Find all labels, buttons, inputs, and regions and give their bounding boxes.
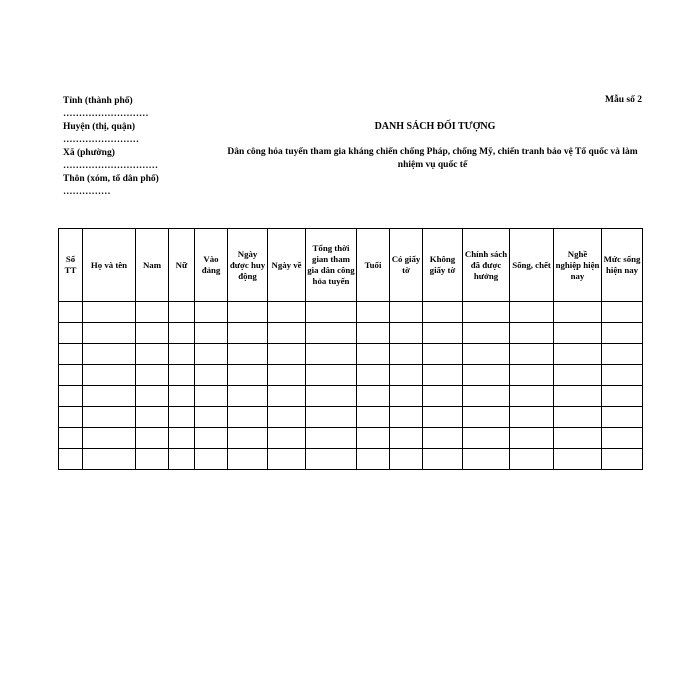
commune-label: Xã (phường) [63, 148, 115, 158]
table-cell[interactable] [554, 365, 602, 386]
table-cell[interactable] [306, 428, 357, 449]
table-cell[interactable] [423, 323, 463, 344]
table-cell[interactable] [357, 365, 390, 386]
table-cell[interactable] [602, 386, 643, 407]
table-cell[interactable] [228, 407, 268, 428]
table-cell[interactable] [390, 323, 423, 344]
table-cell[interactable] [228, 344, 268, 365]
table-cell[interactable] [228, 365, 268, 386]
table-cell[interactable] [195, 323, 228, 344]
table-cell[interactable] [169, 386, 195, 407]
table-cell[interactable] [195, 365, 228, 386]
col-header-occupation: Nghề nghiệp hiện nay [554, 229, 602, 302]
table-cell[interactable] [390, 428, 423, 449]
table-cell[interactable] [463, 386, 510, 407]
table-cell[interactable] [423, 302, 463, 323]
table-cell[interactable] [59, 365, 83, 386]
table-cell[interactable] [169, 449, 195, 470]
table-cell[interactable] [390, 365, 423, 386]
table-cell[interactable] [390, 386, 423, 407]
col-header-living-standard: Mức sống hiện nay [602, 229, 643, 302]
beneficiary-table [58, 228, 643, 470]
table-cell[interactable] [136, 365, 169, 386]
table-cell[interactable] [554, 302, 602, 323]
table-cell[interactable] [554, 407, 602, 428]
table-cell[interactable] [602, 302, 643, 323]
col-header-name: Họ và tên [83, 229, 136, 302]
table-cell[interactable] [169, 407, 195, 428]
table-cell[interactable] [357, 323, 390, 344]
table-cell[interactable] [423, 344, 463, 365]
table-cell[interactable] [463, 344, 510, 365]
table-cell[interactable] [228, 302, 268, 323]
table-cell[interactable] [268, 365, 306, 386]
table-cell[interactable] [268, 407, 306, 428]
table-cell[interactable] [195, 449, 228, 470]
table-cell[interactable] [195, 407, 228, 428]
table-cell[interactable] [268, 344, 306, 365]
col-header-party: Vào đảng [195, 229, 228, 302]
table-cell[interactable] [602, 449, 643, 470]
table-cell[interactable] [390, 302, 423, 323]
commune-blank: ………………………… [63, 161, 158, 171]
table-cell[interactable] [510, 365, 554, 386]
village-label: Thôn (xóm, tổ dân phố) [63, 174, 159, 184]
table-cell[interactable] [554, 428, 602, 449]
table-cell[interactable] [390, 449, 423, 470]
col-header-alive-dead: Sống, chết [510, 229, 554, 302]
table-cell[interactable] [306, 449, 357, 470]
province-label: Tỉnh (thành phố) [63, 96, 133, 106]
table-cell[interactable] [195, 428, 228, 449]
table-cell[interactable] [357, 386, 390, 407]
table-cell[interactable] [357, 302, 390, 323]
table-cell[interactable] [602, 428, 643, 449]
col-header-policy: Chính sách đã được hưởng [463, 229, 510, 302]
table-cell[interactable] [136, 323, 169, 344]
table-cell[interactable] [554, 323, 602, 344]
table-cell[interactable] [510, 407, 554, 428]
table-cell[interactable] [268, 302, 306, 323]
table-cell[interactable] [390, 344, 423, 365]
table-cell[interactable] [306, 323, 357, 344]
table-cell[interactable] [602, 323, 643, 344]
table-cell[interactable] [510, 323, 554, 344]
district-blank: …………………… [63, 135, 139, 145]
table-cell[interactable] [602, 344, 643, 365]
table-cell[interactable] [423, 386, 463, 407]
col-header-age: Tuổi [357, 229, 390, 302]
table-cell[interactable] [228, 386, 268, 407]
table-row [59, 365, 643, 386]
table-cell[interactable] [463, 449, 510, 470]
col-header-male: Nam [136, 229, 169, 302]
table-cell[interactable] [268, 386, 306, 407]
table-cell[interactable] [510, 386, 554, 407]
table-cell[interactable] [59, 407, 83, 428]
table-cell[interactable] [463, 428, 510, 449]
table-cell[interactable] [423, 428, 463, 449]
table-cell[interactable] [83, 302, 136, 323]
table-cell[interactable] [228, 449, 268, 470]
col-header-return-date: Ngày về [268, 229, 306, 302]
table-cell[interactable] [59, 428, 83, 449]
table-cell[interactable] [268, 449, 306, 470]
table-cell[interactable] [83, 407, 136, 428]
table-cell[interactable] [169, 302, 195, 323]
col-header-stt: Số TT [59, 229, 83, 302]
table-cell[interactable] [510, 428, 554, 449]
table-cell[interactable] [423, 449, 463, 470]
table-cell[interactable] [306, 365, 357, 386]
table-cell[interactable] [357, 428, 390, 449]
table-cell[interactable] [602, 407, 643, 428]
table-row [59, 407, 643, 428]
table-cell[interactable] [83, 386, 136, 407]
table-cell[interactable] [136, 449, 169, 470]
table-cell[interactable] [59, 323, 83, 344]
village-blank: …………… [63, 187, 111, 197]
district-label: Huyện (thị, quận) [63, 122, 136, 132]
table-cell[interactable] [357, 449, 390, 470]
form-number: Mẫu số 2 [605, 95, 642, 105]
table-cell[interactable] [136, 407, 169, 428]
table-cell[interactable] [357, 407, 390, 428]
province-blank: ……………………… [63, 109, 149, 119]
table-cell[interactable] [83, 344, 136, 365]
table-cell[interactable] [390, 407, 423, 428]
table-cell[interactable] [268, 323, 306, 344]
table-cell[interactable] [463, 407, 510, 428]
table-cell[interactable] [554, 449, 602, 470]
table-cell[interactable] [357, 344, 390, 365]
table-cell[interactable] [59, 449, 83, 470]
col-header-no-docs: Không giấy tờ [423, 229, 463, 302]
table-cell[interactable] [463, 365, 510, 386]
table-cell[interactable] [136, 344, 169, 365]
col-header-has-docs: Có giấy tờ [390, 229, 423, 302]
table-cell[interactable] [268, 428, 306, 449]
table-cell[interactable] [136, 386, 169, 407]
table-row [59, 386, 643, 407]
table-cell[interactable] [195, 386, 228, 407]
table-cell[interactable] [169, 323, 195, 344]
table-cell[interactable] [510, 449, 554, 470]
table-cell[interactable] [169, 428, 195, 449]
page-title: DANH SÁCH ĐỐI TƯỢNG [374, 121, 496, 132]
location-fields [63, 95, 159, 199]
table-cell[interactable] [423, 365, 463, 386]
table-cell[interactable] [83, 323, 136, 344]
table-row [59, 449, 643, 470]
table-cell[interactable] [83, 365, 136, 386]
table-cell[interactable] [59, 302, 83, 323]
table-cell[interactable] [169, 365, 195, 386]
table-cell[interactable] [83, 428, 136, 449]
table-cell[interactable] [136, 428, 169, 449]
table-cell[interactable] [195, 302, 228, 323]
table-row [59, 344, 643, 365]
table-cell[interactable] [463, 302, 510, 323]
table-cell[interactable] [228, 323, 268, 344]
table-row [59, 323, 643, 344]
col-header-mobilized-date: Ngày được huy động [228, 229, 268, 302]
table-cell[interactable] [136, 302, 169, 323]
table-cell[interactable] [306, 386, 357, 407]
table-row [59, 302, 643, 323]
table-cell[interactable] [306, 344, 357, 365]
table-cell[interactable] [306, 302, 357, 323]
table-cell[interactable] [602, 365, 643, 386]
table-cell[interactable] [510, 344, 554, 365]
table-row [59, 428, 643, 449]
table-cell[interactable] [59, 344, 83, 365]
col-header-total-time: Tổng thời gian tham gia dân công hỏa tuyến [306, 229, 357, 302]
table-cell[interactable] [423, 407, 463, 428]
table-cell[interactable] [554, 344, 602, 365]
table-header-row [59, 229, 643, 302]
table-cell[interactable] [228, 428, 268, 449]
table-cell[interactable] [59, 386, 83, 407]
table-cell[interactable] [169, 344, 195, 365]
table-cell[interactable] [195, 344, 228, 365]
table-cell[interactable] [463, 323, 510, 344]
table-cell[interactable] [83, 449, 136, 470]
col-header-female: Nữ [169, 229, 195, 302]
page-subtitle: Dân công hỏa tuyến tham gia kháng chiến chống Pháp, chống Mỹ, chiến tranh bảo vệ Tổ quốc và làm nhiệm vụ quốc tế [227, 147, 638, 170]
table-cell[interactable] [510, 302, 554, 323]
table-cell[interactable] [554, 386, 602, 407]
table-cell[interactable] [306, 407, 357, 428]
